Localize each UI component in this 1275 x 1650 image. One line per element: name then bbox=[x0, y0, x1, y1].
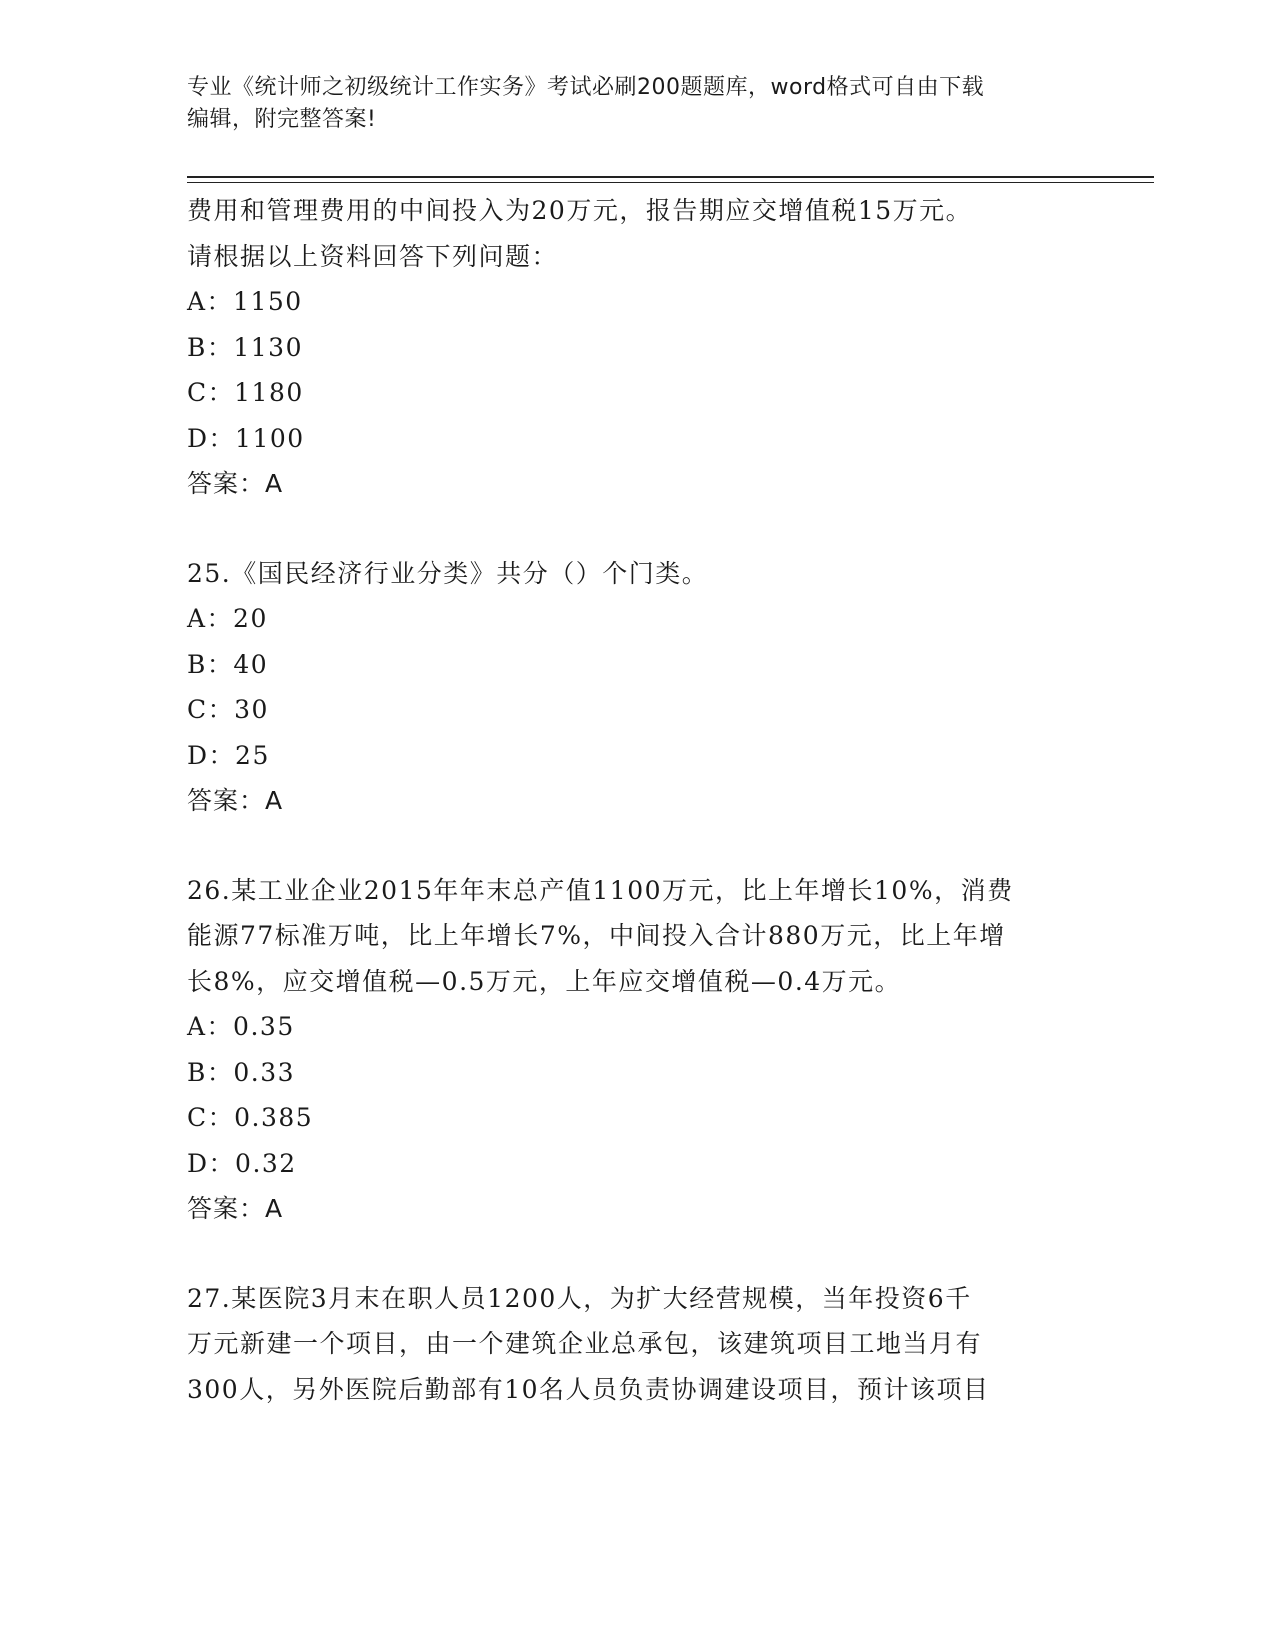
header-line-2: 编辑，附完整答案! bbox=[187, 107, 377, 132]
option-b: B：1130 bbox=[187, 332, 303, 362]
question-text-line: 万元新建一个项目，由一个建筑企业总承包，该建筑项目工地当月有 bbox=[187, 1329, 983, 1358]
question-text-line: 27.某医院3月末在职人员1200人，为扩大经营规模，当年投资6千 bbox=[187, 1283, 972, 1313]
option-a: A：20 bbox=[187, 604, 268, 633]
option-b: B：0.33 bbox=[187, 1057, 296, 1087]
question-24 bbox=[187, 188, 1087, 507]
question-27 bbox=[187, 1276, 1087, 1413]
question-text-line: 长8%，应交增值税—0.5万元，上年应交增值税—0.4万元。 bbox=[187, 966, 902, 996]
question-text-line: 费用和管理费用的中间投入为20万元，报告期应交增值税15万元。 bbox=[187, 196, 973, 225]
document-header bbox=[187, 72, 1067, 136]
answer-label: 答案：A bbox=[187, 786, 284, 815]
option-c: C：1180 bbox=[187, 378, 304, 407]
answer-label: 答案：A bbox=[187, 1194, 284, 1223]
question-text-line: 26.某工业企业2015年年末总产值1100万元，比上年增长10%，消费 bbox=[187, 875, 1014, 905]
question-text-line: 300人，另外医院后勤部有10名人员负责协调建设项目，预计该项目 bbox=[187, 1374, 990, 1404]
option-c: C：0.385 bbox=[187, 1103, 314, 1132]
header-line-1: 专业《统计师之初级统计工作实务》考试必刷200题题库，word格式可自由下载 bbox=[187, 75, 985, 100]
question-25 bbox=[187, 551, 1087, 824]
header-rule-thick bbox=[187, 176, 1154, 178]
question-text-line: 25.《国民经济行业分类》共分（）个门类。 bbox=[187, 558, 709, 588]
page-content bbox=[187, 188, 1087, 1412]
question-text-line: 请根据以上资料回答下列问题： bbox=[187, 241, 559, 271]
question-text-line: 能源77标准万吨，比上年增长7%，中间投入合计880万元，比上年增 bbox=[187, 921, 1006, 950]
option-b: B：40 bbox=[187, 649, 269, 679]
option-d: D：1100 bbox=[187, 423, 305, 453]
answer-label: 答案：A bbox=[187, 469, 284, 498]
option-a: A：0.35 bbox=[187, 1012, 295, 1041]
option-d: D：0.32 bbox=[187, 1148, 297, 1178]
question-26 bbox=[187, 868, 1087, 1232]
header-rule-thin bbox=[187, 182, 1154, 183]
option-d: D：25 bbox=[187, 740, 270, 770]
option-a: A：1150 bbox=[187, 287, 303, 316]
option-c: C：30 bbox=[187, 695, 269, 724]
